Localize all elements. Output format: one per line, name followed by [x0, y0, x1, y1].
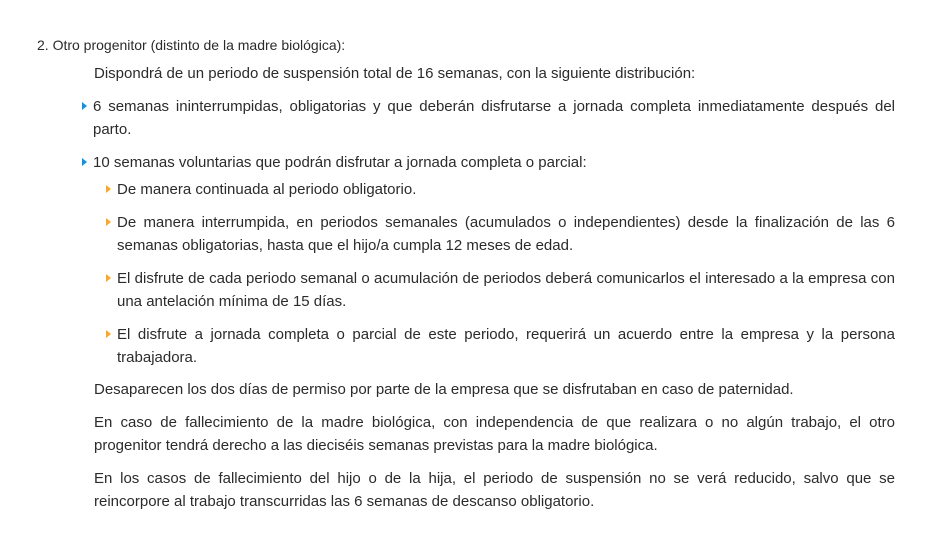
body-paragraph: Desaparecen los dos días de permiso por parte de la empresa que se disfrutaban en caso de paternidad.	[94, 381, 794, 398]
sub-bullet-arrow-icon	[106, 185, 111, 193]
section-heading: 2. Otro progenitor (distinto de la madre biológica):	[37, 37, 346, 53]
bullet-arrow-icon	[82, 102, 87, 110]
sub-bullet-arrow-icon	[106, 274, 111, 282]
sub-bullet-item: De manera interrumpida, en periodos semanales (acumulados o independientes) desde la finalización de las 6 semanas obligatorias, hasta que el hijo/a cumpla 12 meses de edad.	[117, 214, 895, 254]
bullet-item: 6 semanas ininterrumpidas, obligatorias y que deberán disfrutarse a jornada completa inmediatamente después del parto.	[93, 98, 895, 138]
intro-paragraph: Dispondrá de un periodo de suspensión total de 16 semanas, con la siguiente distribución:	[94, 65, 696, 82]
sub-bullet-item: El disfrute de cada periodo semanal o acumulación de periodos deberá comunicarlos el interesado a la empresa con una antelación mínima de 15 días.	[117, 270, 895, 310]
bullet-item: 10 semanas voluntarias que podrán disfrutar a jornada completa o parcial:	[93, 154, 587, 171]
bullet-arrow-icon	[82, 158, 87, 166]
body-paragraph: En caso de fallecimiento de la madre biológica, con independencia de que realizara o no algún trabajo, el otro progenitor tendrá derecho a las dieciséis semanas previstas para la madre biológica.	[94, 414, 895, 454]
sub-bullet-arrow-icon	[106, 218, 111, 226]
sub-bullet-item: De manera continuada al periodo obligatorio.	[117, 181, 417, 198]
sub-bullet-arrow-icon	[106, 330, 111, 338]
sub-bullet-item: El disfrute a jornada completa o parcial de este periodo, requerirá un acuerdo entre la empresa y la persona trabajadora.	[117, 326, 895, 366]
body-paragraph: En los casos de fallecimiento del hijo o de la hija, el periodo de suspensión no se verá reducido, salvo que se reincorpore al trabajo transcurridas las 6 semanas de descanso obligatorio.	[94, 470, 895, 510]
